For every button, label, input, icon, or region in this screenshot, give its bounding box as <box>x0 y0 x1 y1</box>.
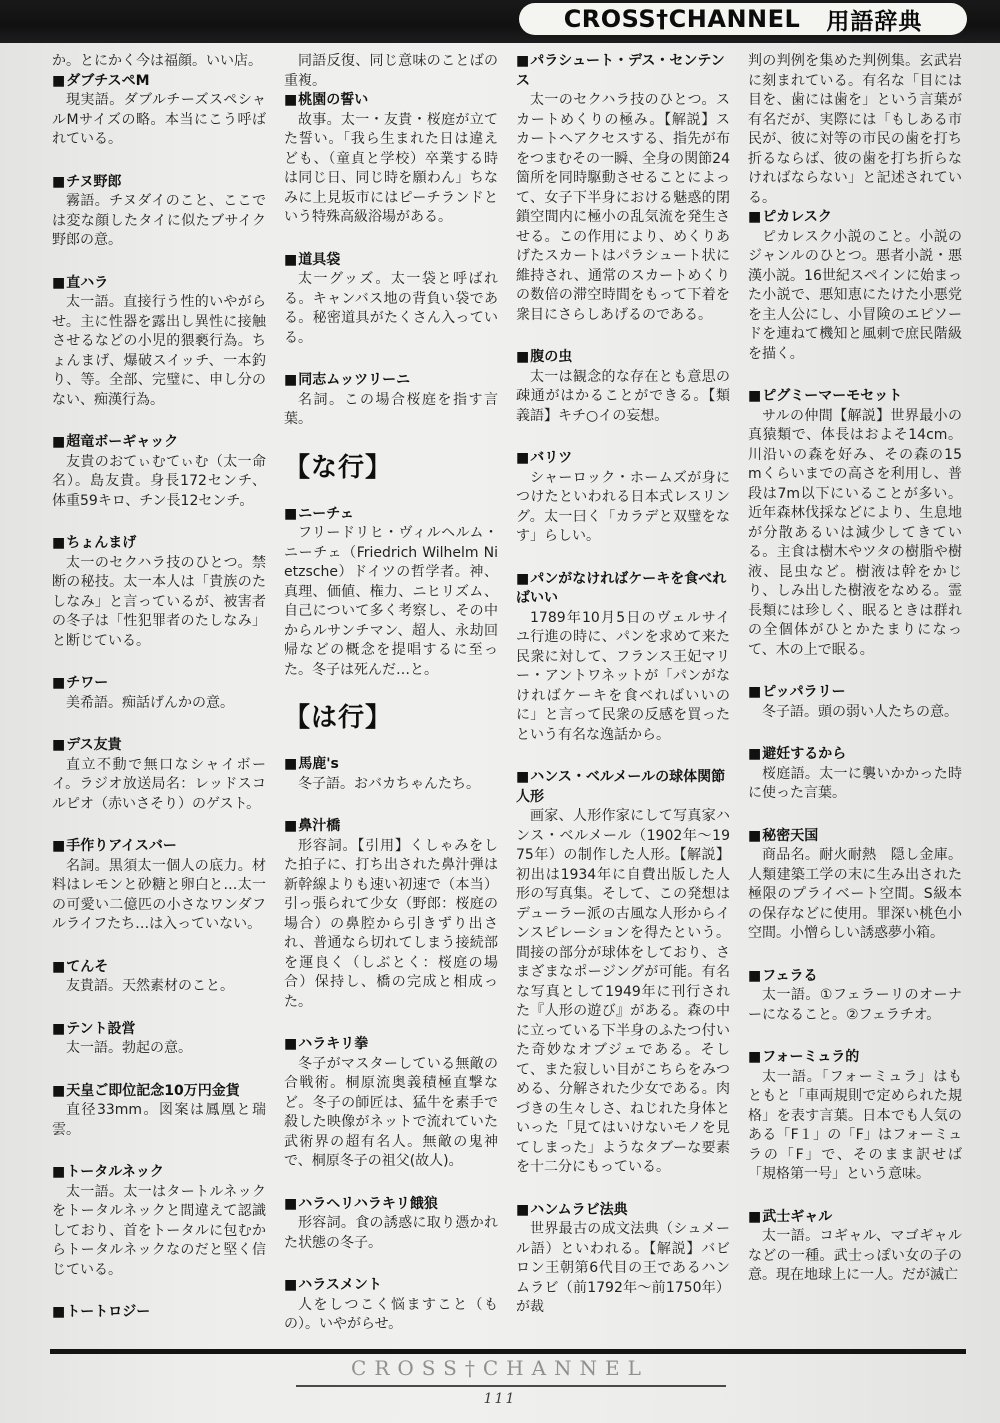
entry-body: 商品名。耐火耐熱 隠し金庫。人類建築工学の末に生み出された極限のプライベート空間。S級本の保存などに使用。罪深い桃色小空間。小憎らしい誘惑夢小箱。 <box>748 847 962 941</box>
entry-body: フリードリヒ・ヴィルヘルム・ニーチェ（Friedrich Wilhelm Nietzsche）ドイツの哲学者。神、真理、価値、権力、ニヒリズム、自己について多く考察し、その中からルサンチマン、超人、永劫回帰などの概念を提唱するに至った。冬子は死んだ…と。 <box>284 525 498 678</box>
entry-term-label: ハラスメント <box>298 1277 382 1293</box>
glossary-entry <box>748 1048 962 1185</box>
entry-term-label: バリツ <box>530 450 573 466</box>
entry-body: サルの仲間【解説】世界最小の真猿類で、体長はおよそ14cm。川沿いの森を好み、その森の15mくらいまでの高さを利用し、普段は7m以下にいることが多い。近年森林伐採などにより、生息地が分散あるいは減少してきている。主食は樹木やツタの樹脂や樹液、昆虫など。樹液は幹をかじり、しみ出した樹液をなめる。霊長類には珍しく、眠るときは群れの全個体がひとかたまりになって、木の上で眠る。 <box>748 407 962 658</box>
entry-term-label: 腹の虫 <box>530 349 573 365</box>
entry-term-label: トータルネック <box>66 1164 164 1180</box>
glossary-entry <box>516 348 730 426</box>
entry-term <box>748 827 962 847</box>
entry-term <box>52 837 266 857</box>
entry-body: ピカレスク小説のこと。小説のジャンルのひとつ。悪者小説・悪漢小説。16世紀スペインに始まった小説で、悪知恵にたけた小悪党を主人公にし、小冒険のエピソードを連ねて機知と風刺で庶民階級を描く。 <box>748 228 962 362</box>
glossary-entry <box>52 433 266 511</box>
entry-term-label: ピグミーマーモセット <box>762 388 903 404</box>
entry-term-label: パラシュート・デス・センテンス <box>516 53 725 89</box>
continued-paragraph: 同語反復、同じ意味のことばの重複。 <box>284 53 498 89</box>
header-section-title: 用語辞典 <box>826 8 923 35</box>
entry-term-label: ちょんまげ <box>66 535 137 551</box>
glossary-entry <box>284 505 498 681</box>
entry-term-label: ダブチスペM <box>66 72 150 89</box>
glossary-entry <box>284 1276 498 1335</box>
glossary-entry <box>516 52 730 325</box>
glossary-entry <box>52 736 266 814</box>
entry-term <box>516 570 730 609</box>
entry-term <box>284 1035 498 1055</box>
entry-body: 直径33mm。図案は鳳凰と瑞雲。 <box>52 1102 266 1138</box>
entry-bullet-icon: ■ <box>516 349 530 365</box>
entry-body: 人をしつこく悩ますこと（もの）。いやがらせ。 <box>284 1296 498 1332</box>
entry-bullet-icon: ■ <box>748 746 762 762</box>
entry-bullet-icon: ■ <box>284 818 298 834</box>
entry-body: 世界最古の成文法典（シュメール語）といわれる。【解説】バビロン王朝第6代目の王であるハンムラビ（前1792年〜前1750年）が裁 <box>516 1221 730 1315</box>
entry-body: 直立不動で無口なシャイボーイ。ラジオ放送局名：レッドスコルピオ（赤いさそり）のゲスト。 <box>52 756 266 812</box>
entry-term <box>52 1020 266 1040</box>
entry-term <box>516 768 730 807</box>
entry-term-label: 天皇ご即位記念10万円金貨 <box>66 1082 240 1099</box>
glossary-entry <box>284 755 498 794</box>
entry-bullet-icon: ■ <box>52 274 66 291</box>
entry-term <box>52 534 266 554</box>
entry-body: 1789年10月5日のヴェルサイユ行進の時に、パンを求めて来た民衆に対して、フランス王妃マリー・アントワネットが「パンがなければケーキを食べればいいのに」と言って民衆の反感を買ったという有名な逸話から。 <box>516 609 730 743</box>
entry-term-label: トートロジー <box>66 1304 151 1320</box>
glossary-columns <box>52 52 964 1346</box>
entry-term <box>52 72 266 92</box>
entry-term-label: チヌ野郎 <box>66 173 122 190</box>
entry-term-label: 秘密天国 <box>762 827 819 844</box>
glossary-entry <box>748 967 962 1026</box>
entry-body: 太一のセクハラ技のひとつ。禁断の秘技。太一本人は「貴族のたしなみ」と言っているが、被害者の冬子は「性犯罪者のたしなみ」と断じている。 <box>52 554 266 649</box>
glossary-entry <box>748 827 962 944</box>
glossary-entry <box>516 449 730 547</box>
entry-bullet-icon: ■ <box>284 251 298 268</box>
entry-term-label: 鼻汁橋 <box>298 818 341 834</box>
entry-bullet-icon: ■ <box>52 737 66 753</box>
entry-term <box>748 745 962 765</box>
entry-term <box>748 683 962 703</box>
glossary-entry <box>284 91 498 228</box>
entry-bullet-icon: ■ <box>748 1049 762 1065</box>
glossary-entry <box>516 768 730 1178</box>
entry-term-label: 避妊するから <box>762 746 847 762</box>
entry-bullet-icon: ■ <box>284 1195 298 1212</box>
entry-term-label: 馬鹿's <box>298 756 339 772</box>
entry-bullet-icon: ■ <box>748 209 762 225</box>
entry-term-label: 手作りアイスバー <box>66 838 177 854</box>
entry-term <box>284 755 498 775</box>
entry-term <box>284 1195 498 1215</box>
glossary-entry <box>748 387 962 660</box>
entry-term-label: ピッパラリー <box>762 684 846 700</box>
entry-body: 画家、人形作家にして写真家ハンス・ベルメール（1902年〜1975年）の制作した人形。【解説】初出は1934年に自費出版した人形の写真集。そして、この発想はデューラー派の古風な人形からインスピレーションを得たという。間接の部分が球体をしており、さまざまなポージングが可能。有名な写真として1949年に刊行された『人形の遊び』がある。森の中に立っている下半身のふたつ付いた奇妙なオブジェである。そして、また寂しい目がこちらをみつめる、分解された少女である。肉づきの生々しさ、ねじれた身体といった「見てはいけないモノを見てしまった」ようなタブーな要素を十二分にもっている。 <box>516 808 730 1175</box>
entry-term <box>52 1303 266 1323</box>
column-4 <box>748 52 962 1346</box>
entry-term <box>284 1276 498 1296</box>
entry-term <box>52 433 266 453</box>
entry-body: 太一グッズ。太一袋と呼ばれる。キャンバス地の背負い袋である。秘密道具がたくさん入っている。 <box>284 271 498 346</box>
glossary-entry <box>52 173 266 251</box>
entry-bullet-icon: ■ <box>516 450 530 466</box>
entry-bullet-icon: ■ <box>284 505 298 522</box>
entry-term <box>516 52 730 91</box>
entry-bullet-icon: ■ <box>516 53 530 69</box>
glossary-entry <box>52 72 266 150</box>
entry-bullet-icon: ■ <box>748 388 762 404</box>
entry-term-label: チワー <box>66 675 109 691</box>
entry-term-label: 武士ギャル <box>762 1208 833 1225</box>
entry-body: 太一語。直接行う性的いやがらせ。主に性器を露出し異性に接触させるなどの小児的猥褻行為。ちょんまげ、爆破スイッチ、一本釣り、等。全部、完璧に、申し分のない、痴漢行為。 <box>52 294 266 408</box>
glossary-entry <box>284 1195 498 1254</box>
header-brand-logo: CROSS†CHANNEL <box>563 5 801 33</box>
entry-body: 現実語。ダブルチーズスペシャルMサイズの略。本当にこう呼ばれている。 <box>52 92 266 147</box>
entry-bullet-icon: ■ <box>52 434 66 450</box>
glossary-entry <box>284 251 498 349</box>
entry-body: 太一は観念的な存在とも意思の疎通がはかることができる。【類義語】キチ○イの妄想。 <box>516 368 730 424</box>
glossary-entry <box>284 817 498 1012</box>
entry-term-label: 道具袋 <box>298 251 341 268</box>
entry-term <box>52 674 266 694</box>
entry-term <box>52 958 266 978</box>
entry-body: 美希語。痴話げんかの意。 <box>66 694 234 711</box>
entry-bullet-icon: ■ <box>52 1020 66 1037</box>
entry-bullet-icon: ■ <box>516 1201 530 1218</box>
glossary-entry <box>52 837 266 935</box>
entry-body: 冬子語。頭の弱い人たちの意。 <box>762 703 958 720</box>
entry-body: 形容詞。食の誘惑に取り憑かれた状態の冬子。 <box>284 1215 498 1251</box>
entry-term <box>748 1208 962 1228</box>
entry-body: 名詞。黒須太一個人の底力。材料はレモンと砂糖と卵白と…太一の可愛い二億匹の小さなワンダフルライフたち…は入っていない。 <box>52 857 266 932</box>
entry-term-label: 同志ムッツリーニ <box>298 372 411 388</box>
entry-term <box>748 208 962 228</box>
entry-term <box>52 1082 266 1102</box>
entry-term-label: ピカレスク <box>762 209 832 225</box>
column-2 <box>284 52 498 1346</box>
glossary-entry <box>516 570 730 746</box>
column-3 <box>516 52 730 1346</box>
glossary-entry <box>516 1201 730 1318</box>
section-heading: 【な行】 <box>284 452 393 483</box>
entry-term <box>52 736 266 756</box>
entry-bullet-icon: ■ <box>52 535 66 551</box>
entry-term <box>516 449 730 469</box>
entry-body: 名詞。この場合桜庭を指す言葉。 <box>284 391 498 427</box>
entry-term <box>52 274 266 294</box>
entry-bullet-icon: ■ <box>52 1082 66 1099</box>
entry-body: 太一語。太一はタートルネックをトータルネックと間違えて認識しており、首をトータルに包むからトータルネックなのだと堅く信じている。 <box>52 1183 266 1278</box>
entry-term-label: ニーチェ <box>298 505 354 522</box>
entry-term-label: てんそ <box>66 958 109 975</box>
entry-term <box>748 967 962 987</box>
entry-bullet-icon: ■ <box>284 1277 298 1293</box>
section-heading: 【は行】 <box>284 703 393 733</box>
entry-term <box>284 371 498 391</box>
glossary-entry <box>748 683 962 722</box>
entry-term-label: 桃園の誓い <box>298 92 369 108</box>
glossary-entry <box>52 674 266 713</box>
entry-body: 太一語。コギャル、マゴギャルなどの一種。武士っぽい女の子の意。現在地球上に一人。だが滅亡 <box>748 1228 962 1283</box>
entry-body: 霧語。チヌダイのこと、ここでは変な顔したタイに似たブサイク野郎の意。 <box>52 193 266 248</box>
entry-body: 友貴のおてぃむてぃむ（太一命名）。島友貴。身長172センチ、体重59キロ、チン長12センチ。 <box>52 453 266 509</box>
entry-bullet-icon: ■ <box>52 1164 66 1180</box>
entry-bullet-icon: ■ <box>284 372 298 388</box>
entry-bullet-icon: ■ <box>284 756 298 772</box>
entry-term-label: フェラる <box>762 967 818 984</box>
entry-term-label: 直ハラ <box>66 274 109 291</box>
column-1 <box>52 52 266 1346</box>
entry-term <box>284 91 498 111</box>
entry-term <box>284 251 498 271</box>
footer-brand-logo: CROSS†CHANNEL <box>351 1356 649 1380</box>
page-number: 111 <box>483 1391 517 1407</box>
continued-paragraph: 判の判例を集めた判例集。玄武岩に刻まれている。有名な「目には目を、歯には歯を」という言葉が有名だが、実際には「もしある市民が、彼に対等の市民の歯を打ち折るならば、彼の歯を打ち折らなければならない」と記述されている。 <box>748 53 962 206</box>
entry-body: 冬子語。おバカちゃんたち。 <box>298 775 480 792</box>
glossary-entry <box>748 208 962 364</box>
header-title-pill <box>519 3 967 35</box>
glossary-entry <box>284 371 498 430</box>
entry-bullet-icon: ■ <box>516 769 530 785</box>
entry-term-label: ハンス・ベルメールの球体関節人形 <box>516 769 726 805</box>
entry-term <box>284 817 498 837</box>
entry-body: シャーロック・ホームズが身につけたといわれる日本式レスリング。太一曰く「カラデと双璧をなす」らしい。 <box>516 469 730 544</box>
entry-body: 故事。太一・友貴・桜庭が立てた誓い。「我ら生まれた日は違えども、（童貞と学校）卒業する時は同じ日、同じ時を願わん」ちなみに上見坂市にはピーチランドという特殊高級浴場がある。 <box>284 111 498 225</box>
entry-bullet-icon: ■ <box>748 684 762 700</box>
entry-term-label: ハンムラビ法典 <box>530 1201 628 1218</box>
entry-term-label: テント設営 <box>66 1020 136 1037</box>
entry-body: 友貴語。天然素材のこと。 <box>66 978 234 994</box>
entry-body: 桜庭語。太一に襲いかかった時に使った言葉。 <box>748 765 962 801</box>
glossary-entry <box>52 1163 266 1280</box>
entry-term <box>748 387 962 407</box>
entry-term <box>516 348 730 368</box>
glossary-entry <box>52 1303 266 1323</box>
entry-body: 太一語。「フォーミュラ」はもともと「車両規則で定められた規格」を表す言葉。日本でも人気のある「F１」の「F」はフォーミュラの「F」で、そのまま訳せば「規格第一号」という意味。 <box>748 1068 962 1182</box>
entry-body: 太一のセクハラ技のひとつ。スカートめくりの極み。【解説】スカートへアクセスする、指先が布をつまむその一瞬、全身の関節24箇所を同時駆動させることによって、女子下半身における魅惑的閉鎖空間内に極小の乱気流を発生させる。この作用により、めくりあげたスカートはパラシュート状に維持され、通常のスカートめくりの数倍の滞空時間をもって下着を衆目にさらしあげるのである。 <box>516 92 730 323</box>
entry-term-label: ハラヘリハラキリ餓狼 <box>298 1195 438 1212</box>
entry-term <box>516 1201 730 1221</box>
entry-term-label: 超竜ボーギャック <box>66 434 179 450</box>
entry-term <box>52 1163 266 1183</box>
entry-bullet-icon: ■ <box>52 1304 66 1320</box>
entry-term <box>748 1048 962 1068</box>
entry-term <box>284 505 498 525</box>
entry-term-label: パンがなければケーキを食べればいい <box>516 570 727 606</box>
entry-bullet-icon: ■ <box>284 92 298 108</box>
entry-bullet-icon: ■ <box>52 838 66 854</box>
entry-bullet-icon: ■ <box>748 1208 762 1225</box>
glossary-entry <box>52 1082 266 1141</box>
entry-bullet-icon: ■ <box>52 675 66 691</box>
entry-body: 太一語。①フェラーリのオーナーになること。②フェラチオ。 <box>748 987 962 1023</box>
header-bar <box>0 0 1000 43</box>
bottom-rule <box>50 1349 966 1354</box>
entry-bullet-icon: ■ <box>516 570 530 587</box>
entry-term <box>52 173 266 193</box>
entry-bullet-icon: ■ <box>52 958 66 975</box>
glossary-entry <box>52 534 266 651</box>
entry-body: 形容詞。【引用】くしゃみをした拍子に、打ち出された鼻汁弾は新幹線よりも速い初速で（本当）引っ張られて少女（野郎：桜庭の場合）の鼻腔から引きずり出され、普通なら切れてしまう接続部を運良く（しぶとく：桜庭の場合）保持し、橋の完成と相成った。 <box>284 837 498 1010</box>
footer-divider <box>296 1385 726 1387</box>
glossary-entry <box>52 1020 266 1059</box>
glossary-entry <box>748 1208 962 1286</box>
entry-bullet-icon: ■ <box>284 1036 298 1052</box>
glossary-entry <box>284 1035 498 1172</box>
entry-bullet-icon: ■ <box>52 72 66 89</box>
entry-body: 太一語。勃起の意。 <box>66 1040 192 1056</box>
continued-paragraph: か。とにかく今は福顔。いい店。 <box>52 53 262 69</box>
entry-term-label: フォーミュラ的 <box>762 1049 860 1065</box>
glossary-entry <box>52 274 266 411</box>
entry-term-label: ハラキリ拳 <box>298 1036 369 1052</box>
entry-bullet-icon: ■ <box>748 967 762 984</box>
entry-body: 冬子がマスターしている無敵の合戦術。桐原流奥義積極直撃など。冬子の師匠は、猛牛を素手で殺した映像がネットで流れていた武術界の超有名人。無敵の鬼神で、桐原冬子の祖父(故人)。 <box>284 1055 498 1169</box>
entry-bullet-icon: ■ <box>52 173 66 190</box>
entry-bullet-icon: ■ <box>748 827 762 844</box>
glossary-entry <box>52 958 266 997</box>
entry-term-label: デス友貴 <box>66 737 122 753</box>
glossary-entry <box>748 745 962 804</box>
